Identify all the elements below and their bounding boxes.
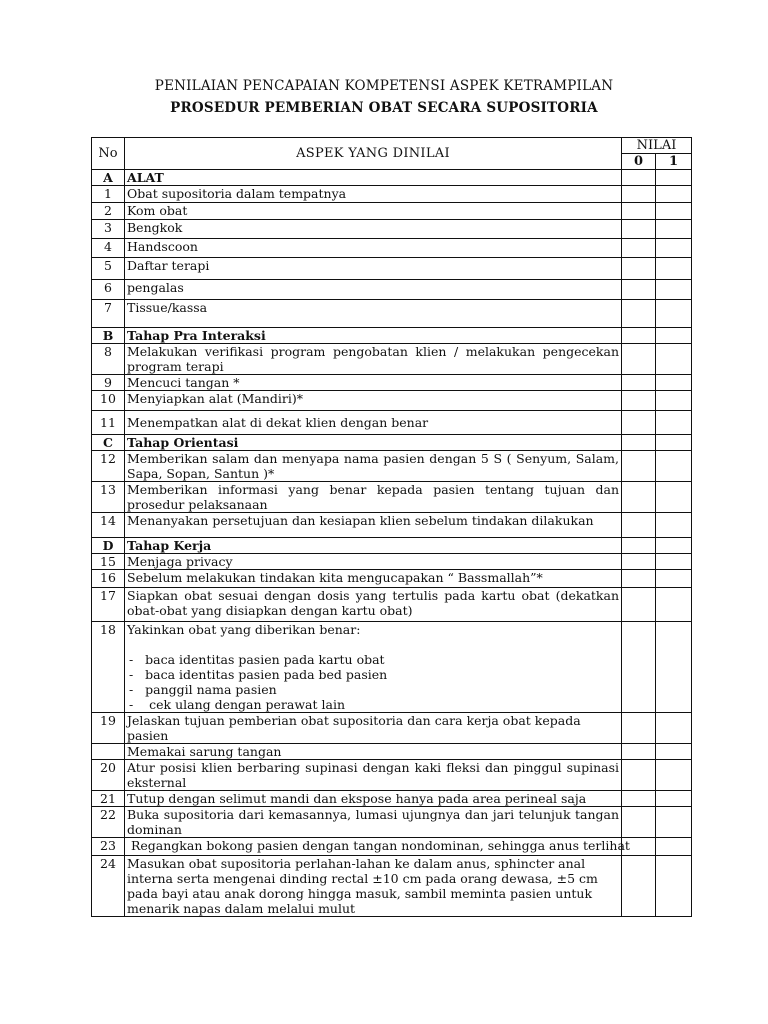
row-number: 11 — [92, 411, 125, 435]
score-cell-0[interactable] — [622, 375, 656, 391]
table-row — [92, 856, 692, 917]
row-number: 24 — [92, 856, 125, 917]
row-aspect: Siapkan obat sesuai dengan dosis yang tertulis pada kartu obat (dekatkan obat-obat yang disiapkan dengan kartu obat) — [125, 588, 622, 622]
score-cell-1[interactable] — [656, 258, 692, 280]
score-cell-1[interactable] — [656, 744, 692, 760]
score-cell-1[interactable] — [656, 513, 692, 538]
score-cell-1[interactable] — [656, 328, 692, 344]
row-aspect: Menempatkan alat di dekat klien dengan benar — [125, 411, 622, 435]
row-aspect: Masukan obat supositoria perlahan-lahan ke dalam anus, sphincter anal interna serta mengenai dinding rectal ±10 cm pada orang dewasa, ±5 cm pada bayi atau anak dorong hingga masuk, sambil meminta pasien untuk menarik napas dalam melalui mulut — [125, 856, 622, 917]
score-cell-1[interactable] — [656, 760, 692, 791]
row-number: 22 — [92, 807, 125, 838]
column-header-aspect: ASPEK YANG DINILAI — [125, 138, 622, 170]
score-cell-1[interactable] — [656, 411, 692, 435]
score-cell-1[interactable] — [656, 391, 692, 411]
row-number: 10 — [92, 391, 125, 411]
row-aspect: Tissue/kassa — [125, 300, 622, 328]
section-letter: D — [92, 538, 125, 554]
row-number: 2 — [92, 203, 125, 220]
row-aspect: Menjaga privacy — [125, 554, 622, 570]
row-number: 20 — [92, 760, 125, 791]
table-row — [92, 300, 692, 328]
score-cell-0[interactable] — [622, 713, 656, 744]
row-number: 6 — [92, 280, 125, 300]
table-row — [92, 570, 692, 588]
score-cell-0[interactable] — [622, 538, 656, 554]
table-row — [92, 744, 692, 760]
score-cell-1[interactable] — [656, 838, 692, 856]
row-aspect: Melakukan verifikasi program pengobatan klien / melakukan pengecekan program terapi — [125, 344, 622, 375]
table-row — [92, 344, 692, 375]
section-letter: C — [92, 435, 125, 451]
score-cell-1[interactable] — [656, 203, 692, 220]
row-aspect: pengalas — [125, 280, 622, 300]
section-row — [92, 435, 692, 451]
score-cell-1[interactable] — [656, 482, 692, 513]
score-cell-1[interactable] — [656, 622, 692, 713]
row-number: 7 — [92, 300, 125, 328]
score-cell-0[interactable] — [622, 513, 656, 538]
score-cell-1[interactable] — [656, 791, 692, 807]
table-row — [92, 258, 692, 280]
score-cell-0[interactable] — [622, 554, 656, 570]
section-title: ALAT — [125, 170, 622, 186]
row-aspect: Memberikan informasi yang benar kepada pasien tentang tujuan dan prosedur pelaksanaan — [125, 482, 622, 513]
score-cell-1[interactable] — [656, 588, 692, 622]
score-cell-0[interactable] — [622, 451, 656, 482]
row-aspect: Menyiapkan alat (Mandiri)* — [125, 391, 622, 411]
score-cell-0[interactable] — [622, 391, 656, 411]
table-row — [92, 838, 692, 856]
table-row — [92, 791, 692, 807]
row-aspect: Yakinkan obat yang diberikan benar: — [127, 622, 361, 637]
score-cell-1[interactable] — [656, 186, 692, 203]
table-row — [92, 554, 692, 570]
score-cell-1[interactable] — [656, 856, 692, 917]
section-title: Tahap Kerja — [125, 538, 622, 554]
row-number: 19 — [92, 713, 125, 744]
row-aspect: Handscoon — [125, 239, 622, 258]
row-aspect: Regangkan bokong pasien dengan tangan nondominan, sehingga anus terlihat — [125, 838, 622, 856]
row-aspect: Tutup dengan selimut mandi dan ekspose hanya pada area perineal saja — [125, 791, 622, 807]
row-number: 23 — [92, 838, 125, 856]
table-row — [92, 513, 692, 538]
list-item: - baca identitas pasien pada kartu obat — [129, 652, 385, 667]
table-row — [92, 588, 692, 622]
score-cell-0[interactable] — [622, 220, 656, 239]
score-cell-0[interactable] — [622, 280, 656, 300]
row-aspect: Atur posisi klien berbaring supinasi dengan kaki fleksi dan pinggul supinasi eksternal — [125, 760, 622, 791]
table-row — [92, 391, 692, 411]
score-cell-0[interactable] — [622, 186, 656, 203]
row-aspect: Menanyakan persetujuan dan kesiapan klien sebelum tindakan dilakukan — [125, 513, 622, 538]
table-row — [92, 713, 692, 744]
score-cell-1[interactable] — [656, 451, 692, 482]
row-aspect: Obat supositoria dalam tempatnya — [125, 186, 622, 203]
row-number: 4 — [92, 239, 125, 258]
column-header-no: No — [92, 138, 125, 170]
row-aspect: Buka supositoria dari kemasannya, lumasi ujungnya dan jari telunjuk tangan dominan — [125, 807, 622, 838]
row-number: 5 — [92, 258, 125, 280]
row-number: 17 — [92, 588, 125, 622]
score-cell-0[interactable] — [622, 482, 656, 513]
score-cell-1[interactable] — [656, 713, 692, 744]
list-item: - cek ulang dengan perawat lain — [129, 697, 345, 712]
table-row — [92, 220, 692, 239]
score-cell-0[interactable] — [622, 328, 656, 344]
table-row — [92, 622, 692, 713]
score-cell-1[interactable] — [656, 538, 692, 554]
row-number: 14 — [92, 513, 125, 538]
score-cell-0[interactable] — [622, 588, 656, 622]
row-number: 16 — [92, 570, 125, 588]
table-row — [92, 807, 692, 838]
score-cell-0[interactable] — [622, 203, 656, 220]
score-cell-1[interactable] — [656, 375, 692, 391]
row-aspect: Memberikan salam dan menyapa nama pasien dengan 5 S ( Senyum, Salam, Sapa, Sopan, Santun )* — [125, 451, 622, 482]
row-number: 3 — [92, 220, 125, 239]
section-row — [92, 170, 692, 186]
score-cell-1[interactable] — [656, 220, 692, 239]
score-cell-0[interactable] — [622, 300, 656, 328]
table-row — [92, 411, 692, 435]
score-cell-1[interactable] — [656, 344, 692, 375]
score-1-header: 1 — [656, 154, 692, 170]
column-header-score: NILAI — [622, 138, 692, 154]
row-number: 18 — [92, 622, 125, 713]
row-aspect: Daftar terapi — [125, 258, 622, 280]
score-cell-1[interactable] — [656, 239, 692, 258]
row-aspect: Kom obat — [125, 203, 622, 220]
section-title: Tahap Pra Interaksi — [125, 328, 622, 344]
assessment-table — [91, 137, 692, 917]
row-number: 1 — [92, 186, 125, 203]
section-row — [92, 328, 692, 344]
score-cell-1[interactable] — [656, 435, 692, 451]
score-cell-0[interactable] — [622, 622, 656, 713]
list-item: - panggil nama pasien — [129, 682, 277, 697]
score-cell-0[interactable] — [622, 570, 656, 588]
table-row — [92, 482, 692, 513]
list-item: - baca identitas pasien pada bed pasien — [129, 667, 388, 682]
row-aspect: Mencuci tangan * — [125, 375, 622, 391]
document-title: PENILAIAN PENCAPAIAN KOMPETENSI ASPEK KETRAMPILAN — [154, 78, 614, 94]
document-subtitle: PROSEDUR PEMBERIAN OBAT SECARA SUPOSITORIA — [170, 100, 598, 116]
section-title: Tahap Orientasi — [125, 435, 622, 451]
row-number: 13 — [92, 482, 125, 513]
score-cell-0[interactable] — [622, 435, 656, 451]
row-number: 15 — [92, 554, 125, 570]
score-cell-1[interactable] — [656, 280, 692, 300]
row-number — [92, 744, 125, 760]
row-number: 9 — [92, 375, 125, 391]
score-cell-0[interactable] — [622, 791, 656, 807]
row-number: 8 — [92, 344, 125, 375]
table-row — [92, 451, 692, 482]
score-cell-0[interactable] — [622, 258, 656, 280]
row-aspect: Bengkok — [125, 220, 622, 239]
score-cell-0[interactable] — [622, 344, 656, 375]
score-cell-0[interactable] — [622, 856, 656, 917]
score-cell-1[interactable] — [656, 807, 692, 838]
section-row — [92, 538, 692, 554]
score-cell-0[interactable] — [622, 807, 656, 838]
table-row — [92, 239, 692, 258]
table-row — [92, 760, 692, 791]
row-aspect: Jelaskan tujuan pemberian obat supositoria dan cara kerja obat kepada pasien — [125, 713, 622, 744]
table-row — [92, 203, 692, 220]
row-number: 12 — [92, 451, 125, 482]
table-row — [92, 186, 692, 203]
score-cell-0[interactable] — [622, 411, 656, 435]
score-cell-1[interactable] — [656, 170, 692, 186]
score-cell-0[interactable] — [622, 170, 656, 186]
score-cell-0[interactable] — [622, 239, 656, 258]
section-letter: A — [92, 170, 125, 186]
row-aspect: Sebelum melakukan tindakan kita mengucapakan “ Bassmallah”* — [125, 570, 622, 588]
score-cell-1[interactable] — [656, 300, 692, 328]
score-cell-1[interactable] — [656, 570, 692, 588]
score-cell-1[interactable] — [656, 554, 692, 570]
row-number: 21 — [92, 791, 125, 807]
table-row — [92, 280, 692, 300]
section-letter: B — [92, 328, 125, 344]
row-aspect-with-list — [125, 622, 622, 713]
row-aspect: Memakai sarung tangan — [125, 744, 622, 760]
score-0-header: 0 — [622, 154, 656, 170]
score-cell-0[interactable] — [622, 760, 656, 791]
score-cell-0[interactable] — [622, 744, 656, 760]
table-row — [92, 375, 692, 391]
